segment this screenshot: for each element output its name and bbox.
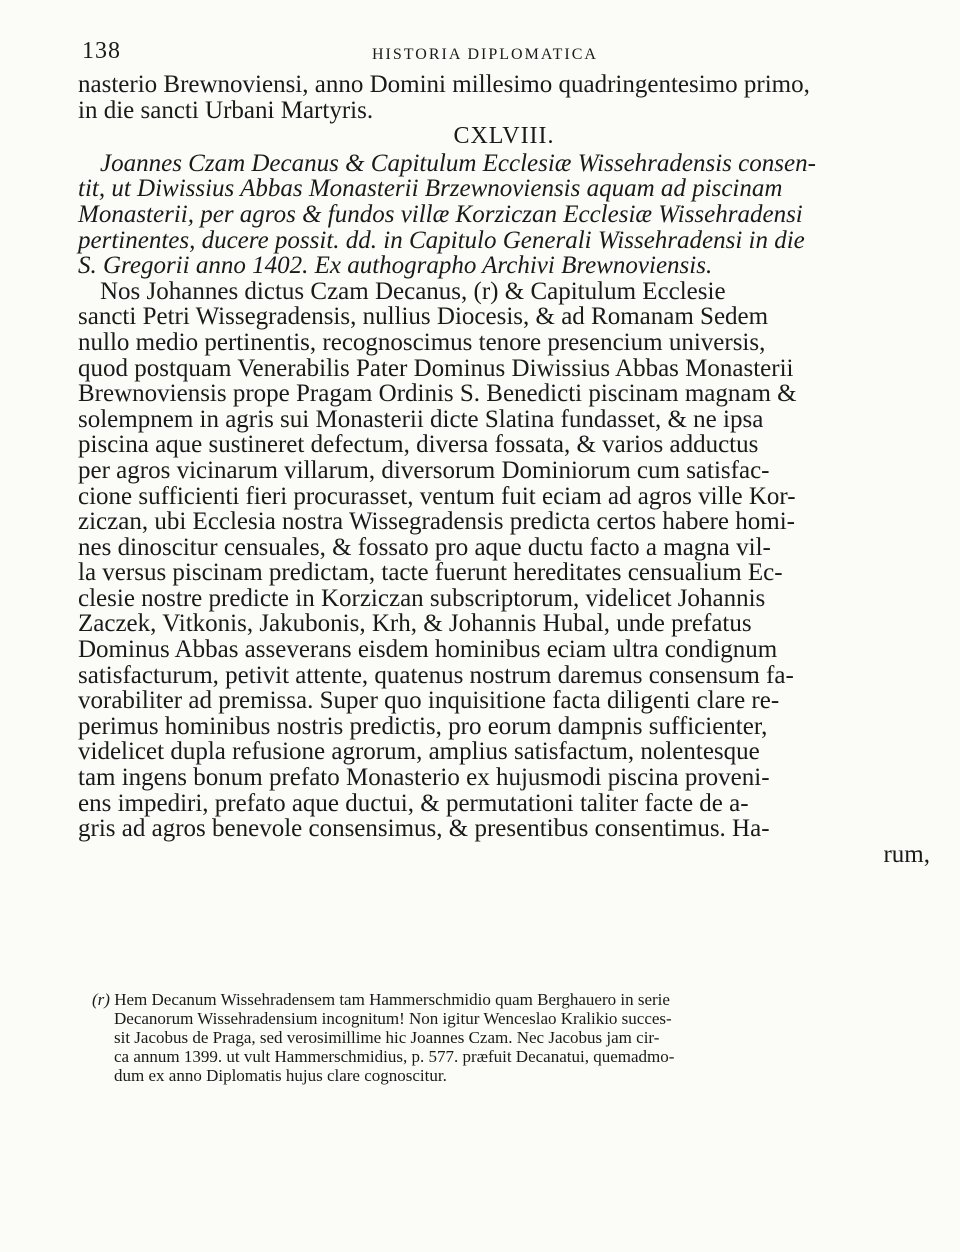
footnote-line: Decanorum Wissehradensium incognitum! Non igitur Wenceslao Kralikio succes- [114, 1009, 672, 1028]
main-text [78, 72, 930, 867]
charter-line: cione sufficienti fieri procurasset, ventum fuit eciam ad agros ville Kor- [78, 482, 796, 510]
charter-line: nullo medio pertinentis, recognoscimus tenore presencium universis, [78, 328, 766, 356]
charter-line: sancti Petri Wissegradensis, nullius Diocesis, & ad Romanam Sedem [78, 303, 769, 331]
charter-line: solempnem in agris sui Monasterii dicte Slatina fundasset, & ne ipsa [78, 405, 764, 433]
charter-line: satisfacturum, petivit attente, quatenus nostrum daremus consensum fa- [78, 661, 794, 689]
charter-line: ens impediri, prefato aque ductui, & permutationi taliter facte de a- [78, 789, 749, 817]
charter-line: tam ingens bonum prefato Monasterio ex hujusmodi piscina proveni- [78, 764, 770, 792]
charter-text [78, 279, 930, 842]
summary-line: Monasterii, per agros & fundos villæ Korziczan Ecclesiæ Wissehradensi [78, 200, 803, 228]
charter-line: per agros vicinarum villarum, diversorum Dominiorum cum satisfac- [78, 456, 770, 484]
summary-line: Joannes Czam Decanus & Capitulum Ecclesiæ Wissehradensis consen- [100, 149, 816, 177]
text-line: in die sancti Urbani Martyris. [78, 96, 374, 124]
charter-line: Nos Johannes dictus Czam Decanus, (r) & Capitulum Ecclesie [100, 277, 726, 305]
summary-line: pertinentes, ducere possit. dd. in Capitulo Generali Wissehradensi in die [78, 226, 805, 254]
charter-line: quod postquam Venerabilis Pater Dominus Diwissius Abbas Monasterii [78, 354, 794, 382]
page-header [82, 38, 927, 72]
charter-line: vorabiliter ad premissa. Super quo inquisitione facta diligenti clare re- [78, 687, 780, 715]
charter-line: videlicet dupla refusione agrorum, amplius satisfactum, nolentesque [78, 738, 760, 766]
charter-line: ziczan, ubi Ecclesia nostra Wissegradensis predicta certos habere homi- [78, 508, 795, 536]
footnote-mark: (r) [92, 990, 110, 1009]
charter-line: piscina aque sustineret defectum, diversa fossata, & varios adductus [78, 431, 759, 459]
document-number-heading: CXLVIII. [453, 123, 555, 150]
charter-line: Brewnoviensis prope Pragam Ordinis S. Benedicti piscinam magnam & [78, 380, 797, 408]
footnote [92, 990, 914, 1085]
footnote-line: dum ex anno Diplomatis hujus clare cognoscitur. [114, 1066, 447, 1085]
charter-line: gris ad agros benevole consensimus, & presentibus consentimus. Ha- [78, 815, 770, 843]
summary-line: tit, ut Diwissius Abbas Monasterii Brzewnoviensis aquam ad piscinam [78, 175, 783, 203]
footnote-line: Hem Decanum Wissehradensem tam Hammerschmidio quam Berghauero in serie [114, 990, 670, 1009]
charter-line: perimus hominibus nostris predictis, pro eorum dampnis sufficienter, [78, 712, 768, 740]
document-summary [78, 151, 930, 279]
charter-line: la versus piscinam predictam, tacte fuerunt hereditates censualium Ec- [78, 559, 783, 587]
charter-line: nes dinoscitur censuales, & fossato pro aque ductu facto a magna vil- [78, 533, 771, 561]
footnote-line: ca annum 1399. ut vult Hammerschmidius, p. 577. præfuit Decanatui, quemadmo- [114, 1047, 675, 1066]
charter-line: Zaczek, Vitkonis, Jakubonis, Krh, & Johannis Hubal, unde prefatus [78, 610, 752, 638]
text-line: nasterio Brewnoviensi, anno Domini millesimo quadringentesimo primo, [78, 71, 810, 98]
charter-line: clesie nostre predicte in Korziczan subscriptorum, videlicet Johannis [78, 584, 766, 612]
catchword: rum, [883, 840, 930, 868]
charter-line: Dominus Abbas asseverans eisdem hominibus eciam ultra condignum [78, 636, 778, 664]
running-head: HISTORIA DIPLOMATICA [372, 46, 598, 63]
footnote-line: sit Jacobus de Praga, sed verosimillime hic Joannes Czam. Nec Jacobus jam cir- [114, 1028, 660, 1047]
summary-line: S. Gregorii anno 1402. Ex authographo Archivi Brewnoviensis. [78, 252, 713, 280]
page-number: 138 [82, 38, 121, 64]
